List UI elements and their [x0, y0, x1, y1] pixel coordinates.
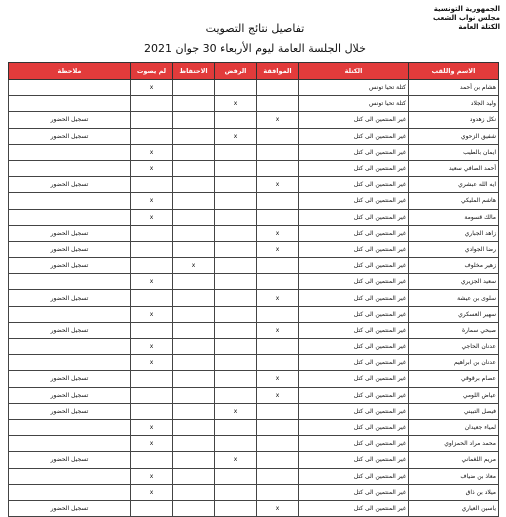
- cell-note: تسجيل الحضور: [9, 371, 131, 387]
- cell-bloc: غير المنتمين الى كتل: [299, 355, 409, 371]
- vote-results-table: [8, 62, 499, 517]
- cell-bloc: غير المنتمين الى كتل: [299, 403, 409, 419]
- cell-reject: [215, 290, 257, 306]
- table-row: [9, 436, 499, 452]
- cell-note: [9, 436, 131, 452]
- cell-abstain: x: [173, 258, 215, 274]
- cell-bloc: غير المنتمين الى كتل: [299, 193, 409, 209]
- table-row: [9, 241, 499, 257]
- cell-name: لمياء جعيدان: [409, 419, 499, 435]
- cell-novote: [131, 96, 173, 112]
- cell-bloc: غير المنتمين الى كتل: [299, 209, 409, 225]
- cell-bloc: غير المنتمين الى كتل: [299, 322, 409, 338]
- cell-bloc: غير المنتمين الى كتل: [299, 306, 409, 322]
- cell-name: زاهد الجباري: [409, 225, 499, 241]
- cell-name: عدنان الحاجي: [409, 339, 499, 355]
- table-row: [9, 306, 499, 322]
- cell-name: عياض اللومي: [409, 387, 499, 403]
- cell-name: سلوى بن عيشة: [409, 290, 499, 306]
- cell-novote: [131, 322, 173, 338]
- table-row: [9, 403, 499, 419]
- cell-novote: x: [131, 339, 173, 355]
- cell-bloc: غير المنتمين الى كتل: [299, 128, 409, 144]
- cell-reject: [215, 484, 257, 500]
- table-row: [9, 225, 499, 241]
- cell-reject: [215, 193, 257, 209]
- cell-reject: [215, 339, 257, 355]
- header-line-2: مجلس نواب الشعب: [433, 14, 500, 22]
- cell-abstain: [173, 290, 215, 306]
- cell-note: [9, 209, 131, 225]
- table-row: [9, 128, 499, 144]
- cell-note: [9, 419, 131, 435]
- column-header-reject: الرفض: [215, 63, 257, 80]
- table-row: [9, 500, 499, 516]
- cell-bloc: غير المنتمين الى كتل: [299, 290, 409, 306]
- column-header-novote: لم يصوت: [131, 63, 173, 80]
- document-title: تفاصيل نتائج التصويت: [205, 22, 305, 35]
- cell-novote: x: [131, 144, 173, 160]
- cell-abstain: [173, 225, 215, 241]
- cell-note: تسجيل الحضور: [9, 241, 131, 257]
- cell-note: تسجيل الحضور: [9, 387, 131, 403]
- cell-abstain: [173, 193, 215, 209]
- cell-novote: x: [131, 80, 173, 96]
- table-row: [9, 387, 499, 403]
- cell-note: [9, 274, 131, 290]
- cell-bloc: غير المنتمين الى كتل: [299, 500, 409, 516]
- cell-note: تسجيل الحضور: [9, 258, 131, 274]
- cell-abstain: [173, 468, 215, 484]
- cell-abstain: [173, 96, 215, 112]
- cell-bloc: غير المنتمين الى كتل: [299, 112, 409, 128]
- cell-abstain: [173, 452, 215, 468]
- cell-bloc: غير المنتمين الى كتل: [299, 371, 409, 387]
- table-row: [9, 355, 499, 371]
- cell-reject: [215, 387, 257, 403]
- cell-bloc: غير المنتمين الى كتل: [299, 484, 409, 500]
- cell-approve: [257, 452, 299, 468]
- cell-novote: x: [131, 468, 173, 484]
- table-row: [9, 258, 499, 274]
- cell-novote: [131, 112, 173, 128]
- cell-abstain: [173, 484, 215, 500]
- column-header-approve: الموافقة: [257, 63, 299, 80]
- cell-approve: [257, 484, 299, 500]
- cell-novote: [131, 452, 173, 468]
- cell-approve: [257, 209, 299, 225]
- cell-reject: [215, 80, 257, 96]
- cell-note: تسجيل الحضور: [9, 177, 131, 193]
- cell-note: تسجيل الحضور: [9, 112, 131, 128]
- table-row: [9, 452, 499, 468]
- cell-bloc: غير المنتمين الى كتل: [299, 241, 409, 257]
- header-line-3: الكتلة العامة: [458, 23, 500, 31]
- table-row: [9, 144, 499, 160]
- header-line-1: الجمهورية التونسية: [433, 5, 500, 13]
- cell-approve: x: [257, 500, 299, 516]
- cell-abstain: [173, 339, 215, 355]
- cell-approve: [257, 468, 299, 484]
- cell-novote: x: [131, 160, 173, 176]
- cell-name: هشام بن أحمد: [409, 80, 499, 96]
- column-header-bloc: الكتلة: [299, 63, 409, 80]
- cell-note: تسجيل الحضور: [9, 452, 131, 468]
- cell-note: [9, 193, 131, 209]
- cell-name: ايه الله عبشري: [409, 177, 499, 193]
- cell-abstain: [173, 177, 215, 193]
- table-row: [9, 193, 499, 209]
- cell-bloc: غير المنتمين الى كتل: [299, 225, 409, 241]
- cell-novote: [131, 500, 173, 516]
- cell-bloc: غير المنتمين الى كتل: [299, 339, 409, 355]
- cell-name: سعيد الجزيري: [409, 274, 499, 290]
- table-row: [9, 209, 499, 225]
- cell-name: مالك قسومة: [409, 209, 499, 225]
- cell-approve: [257, 274, 299, 290]
- cell-note: [9, 468, 131, 484]
- cell-note: [9, 80, 131, 96]
- cell-name: هاشم المليكي: [409, 193, 499, 209]
- cell-novote: [131, 241, 173, 257]
- cell-note: [9, 484, 131, 500]
- cell-novote: x: [131, 209, 173, 225]
- table-row: [9, 322, 499, 338]
- cell-abstain: [173, 387, 215, 403]
- cell-abstain: [173, 371, 215, 387]
- cell-bloc: غير المنتمين الى كتل: [299, 258, 409, 274]
- cell-reject: [215, 160, 257, 176]
- cell-bloc: غير المنتمين الى كتل: [299, 177, 409, 193]
- table-row: [9, 274, 499, 290]
- table-row: [9, 468, 499, 484]
- cell-note: تسجيل الحضور: [9, 403, 131, 419]
- cell-bloc: غير المنتمين الى كتل: [299, 274, 409, 290]
- cell-note: [9, 355, 131, 371]
- cell-reject: [215, 225, 257, 241]
- cell-note: تسجيل الحضور: [9, 290, 131, 306]
- cell-reject: [215, 306, 257, 322]
- cell-bloc: غير المنتمين الى كتل: [299, 452, 409, 468]
- cell-abstain: [173, 419, 215, 435]
- cell-approve: [257, 80, 299, 96]
- cell-approve: x: [257, 177, 299, 193]
- cell-abstain: [173, 160, 215, 176]
- cell-approve: x: [257, 387, 299, 403]
- cell-bloc: غير المنتمين الى كتل: [299, 419, 409, 435]
- cell-abstain: [173, 306, 215, 322]
- cell-novote: x: [131, 193, 173, 209]
- cell-name: صبحي سمارة: [409, 322, 499, 338]
- cell-approve: [257, 144, 299, 160]
- cell-approve: x: [257, 322, 299, 338]
- cell-reject: [215, 322, 257, 338]
- cell-name: محمد مراد الحمزاوي: [409, 436, 499, 452]
- cell-approve: x: [257, 225, 299, 241]
- cell-name: شفيق الزحوي: [409, 128, 499, 144]
- cell-novote: x: [131, 436, 173, 452]
- cell-name: رضا الجوادي: [409, 241, 499, 257]
- cell-novote: [131, 371, 173, 387]
- cell-reject: [215, 177, 257, 193]
- column-header-name: الاسم واللقب: [409, 63, 499, 80]
- cell-reject: [215, 274, 257, 290]
- cell-novote: [131, 225, 173, 241]
- cell-novote: [131, 128, 173, 144]
- cell-novote: [131, 290, 173, 306]
- cell-note: تسجيل الحضور: [9, 322, 131, 338]
- cell-novote: x: [131, 355, 173, 371]
- table-row: [9, 290, 499, 306]
- cell-abstain: [173, 241, 215, 257]
- cell-name: أحمد الصافي سعيد: [409, 160, 499, 176]
- cell-abstain: [173, 112, 215, 128]
- cell-name: نكل زهدود: [409, 112, 499, 128]
- cell-abstain: [173, 209, 215, 225]
- cell-abstain: [173, 436, 215, 452]
- cell-name: ايمان بالطيب: [409, 144, 499, 160]
- table-body: [9, 80, 499, 517]
- cell-approve: [257, 160, 299, 176]
- cell-bloc: غير المنتمين الى كتل: [299, 436, 409, 452]
- cell-approve: x: [257, 112, 299, 128]
- cell-approve: x: [257, 290, 299, 306]
- cell-note: [9, 339, 131, 355]
- cell-abstain: [173, 144, 215, 160]
- table-row: [9, 484, 499, 500]
- cell-name: زهير مخلوف: [409, 258, 499, 274]
- cell-abstain: [173, 322, 215, 338]
- table-row: [9, 339, 499, 355]
- cell-reject: [215, 419, 257, 435]
- cell-name: مريم اللغماني: [409, 452, 499, 468]
- cell-reject: [215, 241, 257, 257]
- cell-reject: x: [215, 403, 257, 419]
- document-subtitle: خلال الجلسة العامة ليوم الأربعاء 30 جوان 2021: [144, 42, 366, 55]
- cell-approve: x: [257, 371, 299, 387]
- cell-name: ميلاد بن ذاق: [409, 484, 499, 500]
- table-row: [9, 419, 499, 435]
- cell-name: ياسين العياري: [409, 500, 499, 516]
- cell-approve: [257, 339, 299, 355]
- cell-novote: [131, 258, 173, 274]
- cell-name: عصام برقوقي: [409, 371, 499, 387]
- cell-name: سهير العسكري: [409, 306, 499, 322]
- cell-novote: x: [131, 484, 173, 500]
- cell-approve: [257, 403, 299, 419]
- cell-name: وليد الجلاد: [409, 96, 499, 112]
- cell-abstain: [173, 274, 215, 290]
- table-row: [9, 96, 499, 112]
- cell-reject: [215, 112, 257, 128]
- cell-abstain: [173, 403, 215, 419]
- cell-note: [9, 144, 131, 160]
- cell-reject: [215, 144, 257, 160]
- cell-reject: [215, 209, 257, 225]
- cell-bloc: غير المنتمين الى كتل: [299, 387, 409, 403]
- cell-note: [9, 306, 131, 322]
- cell-reject: x: [215, 96, 257, 112]
- cell-abstain: [173, 128, 215, 144]
- column-header-abstain: الاحتفاظ: [173, 63, 215, 80]
- cell-novote: x: [131, 419, 173, 435]
- cell-abstain: [173, 500, 215, 516]
- cell-reject: [215, 258, 257, 274]
- column-header-note: ملاحظة: [9, 63, 131, 80]
- cell-approve: [257, 128, 299, 144]
- cell-novote: [131, 387, 173, 403]
- table-row: [9, 80, 499, 96]
- cell-approve: [257, 193, 299, 209]
- cell-bloc: غير المنتمين الى كتل: [299, 144, 409, 160]
- cell-bloc: غير المنتمين الى كتل: [299, 468, 409, 484]
- cell-novote: [131, 403, 173, 419]
- table-row: [9, 160, 499, 176]
- cell-bloc: كتلة تحيا تونس: [299, 80, 409, 96]
- cell-reject: x: [215, 128, 257, 144]
- cell-note: [9, 160, 131, 176]
- cell-note: تسجيل الحضور: [9, 225, 131, 241]
- cell-name: عدنان بن ابراهيم: [409, 355, 499, 371]
- cell-approve: x: [257, 241, 299, 257]
- cell-approve: [257, 355, 299, 371]
- cell-bloc: كتلة تحيا تونس: [299, 96, 409, 112]
- cell-abstain: [173, 80, 215, 96]
- table-header-row: [9, 63, 499, 80]
- cell-bloc: غير المنتمين الى كتل: [299, 160, 409, 176]
- cell-note: تسجيل الحضور: [9, 128, 131, 144]
- cell-approve: [257, 419, 299, 435]
- table-row: [9, 112, 499, 128]
- cell-abstain: [173, 355, 215, 371]
- cell-novote: x: [131, 274, 173, 290]
- cell-reject: [215, 436, 257, 452]
- cell-reject: [215, 500, 257, 516]
- cell-reject: [215, 355, 257, 371]
- cell-approve: [257, 306, 299, 322]
- cell-novote: x: [131, 306, 173, 322]
- cell-reject: [215, 371, 257, 387]
- cell-name: معاذ بن ضياف: [409, 468, 499, 484]
- cell-note: [9, 96, 131, 112]
- cell-reject: [215, 468, 257, 484]
- cell-approve: [257, 436, 299, 452]
- cell-note: تسجيل الحضور: [9, 500, 131, 516]
- table-row: [9, 177, 499, 193]
- cell-approve: [257, 96, 299, 112]
- table-row: [9, 371, 499, 387]
- cell-reject: x: [215, 452, 257, 468]
- cell-novote: [131, 177, 173, 193]
- institution-header: [380, 5, 500, 32]
- cell-name: فيصل التبيني: [409, 403, 499, 419]
- cell-approve: [257, 258, 299, 274]
